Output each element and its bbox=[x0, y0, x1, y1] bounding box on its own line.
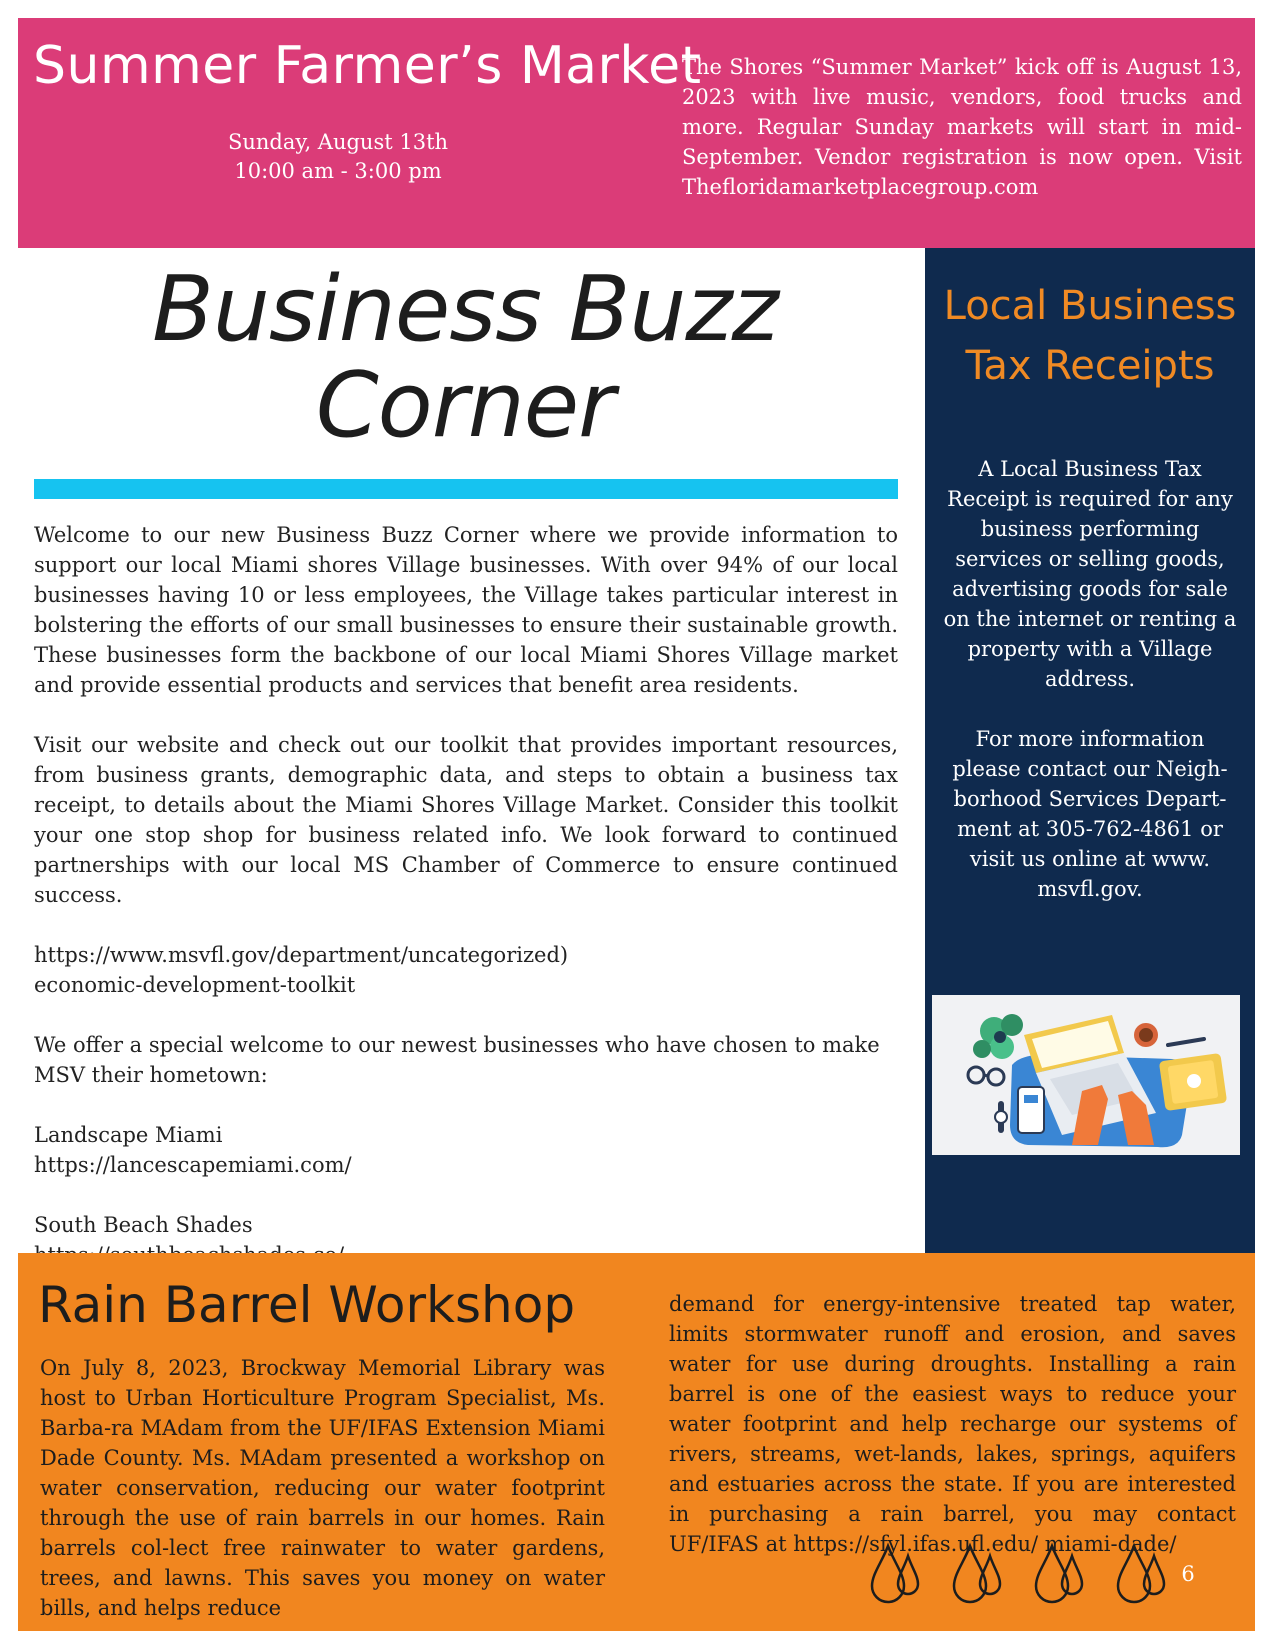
main-article bbox=[34, 520, 898, 1270]
rain-barrel-section bbox=[18, 1253, 1255, 1631]
rain-barrel-title: Rain Barrel Workshop bbox=[38, 1276, 576, 1334]
banner-date: Sunday, August 13th bbox=[227, 130, 449, 154]
page-title-line2: Corner bbox=[315, 353, 615, 458]
water-drops-icon bbox=[1030, 1538, 1090, 1618]
coffee-cup-icon bbox=[1134, 1023, 1158, 1047]
phone-icon bbox=[1018, 1087, 1044, 1133]
business-name: South Beach Shades bbox=[34, 1213, 253, 1237]
page-title-line1: Business Buzz bbox=[152, 257, 778, 362]
toolkit-link-line1: https://www.msvfl.gov/department/uncategorized) bbox=[34, 943, 569, 967]
laptop-workspace-illustration bbox=[932, 995, 1240, 1155]
sidebar-title-line1: Local Business bbox=[943, 283, 1237, 329]
sidebar-contact-text: For more information please contact our Neigh-borhood Services Depart-ment at 305-762-4861 or visit us online at www. msvfl.gov. bbox=[952, 727, 1228, 901]
business-link[interactable]: https://lancescapemiami.com/ bbox=[34, 1153, 352, 1177]
business-name: Landscape Miami bbox=[34, 1123, 223, 1147]
welcome-line2: MSV their hometown: bbox=[34, 1063, 268, 1087]
market-banner bbox=[18, 18, 1255, 248]
water-drops-icon bbox=[1112, 1538, 1172, 1618]
water-drops-icon bbox=[948, 1538, 1008, 1618]
sidebar-title-line2: Tax Receipts bbox=[965, 343, 1215, 389]
welcome-line1: We offer a special welcome to our newest businesses who have chosen to make bbox=[34, 1033, 880, 1057]
rain-barrel-column-1: On July 8, 2023, Brockway Memorial Library was host to Urban Horticulture Program Specialist, Ms. Barba-ra MAdam from the UF/IFAS Extension Miami Dade County. Ms. MAdam presented a workshop on water conservation, reducing our water footprint through the use of rain barrels in our homes. Rain barrels col-lect free rainwater to water gardens, trees, and lawns. This saves you money on water bills, and helps reduce bbox=[40, 1356, 605, 1620]
water-drops-icon bbox=[866, 1538, 926, 1618]
intro-paragraph: Welcome to our new Business Buzz Corner where we provide information to support our local Miami shores Village businesses. With over 94% of our local businesses having 10 or less employees, the Village takes particular interest in bolstering the efforts of our small businesses to ensure their sustainable growth. These businesses form the backbone of our local Miami Shores Village market and provide essential products and services that benefit area residents. bbox=[34, 523, 898, 697]
tax-receipts-sidebar bbox=[925, 248, 1255, 1253]
sidebar-title bbox=[925, 276, 1255, 396]
sidebar-requirement-text: A Local Business Tax Receipt is required for any business performing services or selling goods, advertising goods for sale on the internet or renting a property with a Village address. bbox=[943, 457, 1237, 691]
accent-divider bbox=[34, 479, 898, 499]
tablet-icon bbox=[1159, 1053, 1227, 1111]
page-number: 6 bbox=[1181, 1562, 1195, 1586]
toolkit-link[interactable] bbox=[34, 940, 898, 1000]
business-entry bbox=[34, 1120, 898, 1180]
toolkit-paragraph: Visit our website and check out our toolkit that provides important resources, from business grants, demographic data, and steps to obtain a business tax receipt, to details about the Miami Shores Village Market. Consider this toolkit your one stop shop for business related info. We look forward to continued partnerships with our local MS Chamber of Commerce to ensure continued success. bbox=[34, 733, 898, 907]
banner-time: 10:00 am - 3:00 pm bbox=[234, 159, 442, 183]
welcome-text bbox=[34, 1030, 898, 1090]
page-title bbox=[40, 257, 890, 458]
laptop-illustration-icon bbox=[932, 995, 1240, 1155]
toolkit-link-line2: economic-development-toolkit bbox=[34, 973, 356, 997]
rain-barrel-column-2: demand for energy-intensive treated tap water, limits stormwater runoff and erosion, and saves water for use during droughts. Installing a rain barrel is one of the easiest ways to reduce your water footprint and help recharge our systems of rivers, streams, wet-lands, lakes, springs, aquifers and estuaries across the state. If you are interested in purchasing a rain barrel, you may contact UF/IFAS at https://sfyl.ifas.ufl.edu/ miami-dade/ bbox=[669, 1292, 1236, 1556]
banner-title: Summer Farmer’s Market bbox=[33, 36, 702, 96]
banner-description: The Shores “Summer Market” kick off is August 13, 2023 with live music, vendors, food trucks and more. Regular Sunday markets will start in mid-September. Vendor registration is now open. Visit Thefloridamarketplacegroup.com bbox=[682, 55, 1242, 199]
